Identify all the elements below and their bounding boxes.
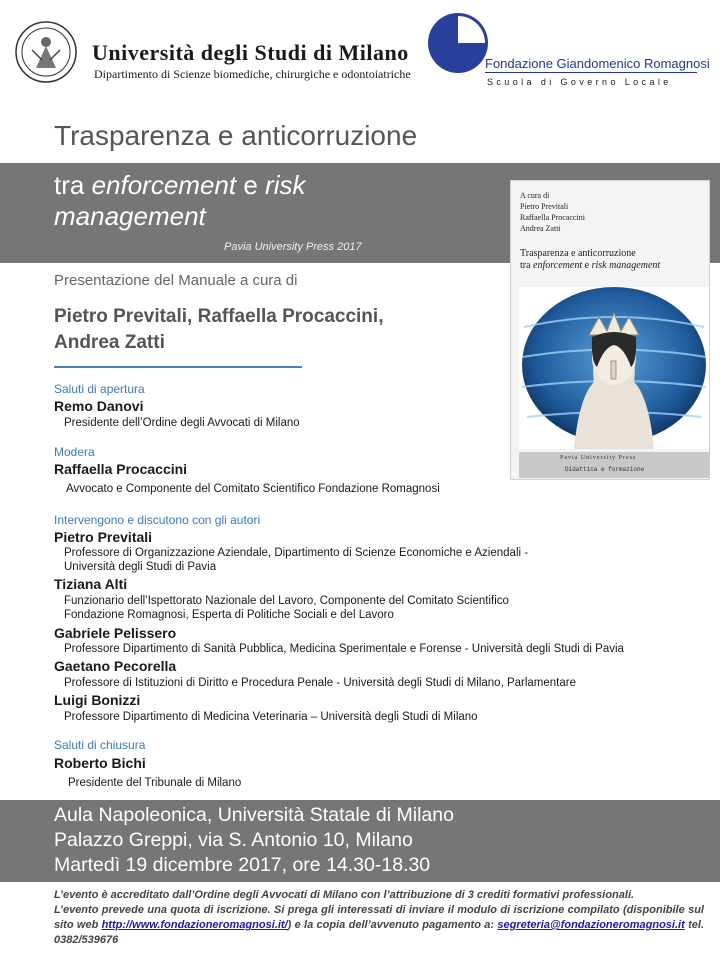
closing-role: Presidente del Tribunale di Milano (68, 777, 242, 789)
university-seal-icon (14, 20, 78, 84)
website-link[interactable]: http://www.fondazioneromagnosi.it/ (101, 919, 288, 931)
venue-info (54, 803, 454, 878)
footer-notes (54, 888, 704, 948)
event-date-time: Martedì 19 dicembre 2017, ore 14.30-18.30 (54, 854, 431, 876)
speaker-name: Luigi Bonizzi (54, 692, 141, 708)
phone-number: tel. 0382/539676 (54, 919, 704, 946)
foundation-divider (485, 72, 697, 73)
speaker-role: Professore Dipartimento di Sanità Pubblica, Medicina Sperimentale e Forense - Università degli Studi di Pavia (64, 643, 624, 655)
closing-label: Saluti di chiusura (54, 738, 146, 752)
speaker-name: Tiziana Alti (54, 576, 128, 592)
speaker-role: Professore di Istituzioni di Diritto e Procedura Penale - Università degli Studi di Milano, Parlamentare (64, 677, 576, 689)
opening-label: Saluti di apertura (54, 382, 145, 396)
book-editors: A cura di Pietro Previtali Raffaella Procaccini Andrea Zatti (520, 191, 585, 233)
foundation-logo-icon (425, 10, 491, 76)
accreditation-note: L’evento è accreditato dall’Ordine degli Avvocati di Milano con l’attribuzione di 3 crediti formativi professionali. (54, 889, 635, 901)
moderator-role: Avvocato e Componente del Comitato Scientifico Fondazione Romagnosi (66, 483, 440, 495)
foundation-name: Fondazione Giandomenico Romagnosi (485, 56, 710, 71)
speakers-label: Intervengono e discutono con gli autori (54, 513, 261, 527)
book-series: Didattica e formazione (565, 466, 645, 473)
speaker-role: Funzionario dell’Ispettorato Nazionale del Lavoro, Componente del Comitato Scientifico (64, 595, 509, 607)
venue-address: Palazzo Greppi, via S. Antonio 10, Milano (54, 829, 413, 851)
moderator-name: Raffaella Procaccini (54, 461, 188, 477)
speaker-role: Università degli Studi di Pavia (64, 561, 217, 573)
event-subtitle: tra enforcement e risk management (54, 170, 306, 231)
moderator-label: Modera (54, 445, 95, 459)
department-name: Dipartimento di Scienze biomediche, chirurgiche e odontoiatriche (94, 67, 411, 81)
registration-note: L’evento prevede una quota di iscrizione. Si prega gli interessati di inviare il modulo di iscrizione compilato (disponibile sul sito web http://www.fondazioneromagnosi.it/) e la copia dell’avvenuto pagamento a: segreteria@fondazioneromagnosi.it tel. 0382/539676 (54, 904, 704, 946)
speaker-name: Gabriele Pelissero (54, 625, 177, 641)
book-title: Trasparenza e anticorruzione tra enforcement e risk management (520, 248, 661, 271)
email-link[interactable]: segreteria@fondazioneromagnosi.it (497, 919, 685, 931)
closing-speaker: Roberto Bichi (54, 755, 146, 771)
speaker-role: Professore Dipartimento di Medicina Veterinaria – Università degli Studi di Milano (64, 711, 478, 723)
event-title: Trasparenza e anticorruzione (54, 120, 418, 151)
book-cover-illustration (519, 287, 709, 449)
opening-speaker: Remo Danovi (54, 398, 144, 414)
university-name: Università degli Studi di Milano (92, 40, 409, 65)
publisher-label: Pavia University Press 2017 (224, 241, 362, 253)
speaker-name: Gaetano Pecorella (54, 658, 177, 674)
speaker-role: Professore di Organizzazione Aziendale, Dipartimento di Scienze Economiche e Aziendali - (64, 547, 529, 559)
section-divider (54, 366, 302, 368)
speaker-name: Pietro Previtali (54, 529, 153, 545)
venue-hall: Aula Napoleonica, Università Statale di Milano (54, 804, 454, 826)
book-press: Pavia University Press (560, 455, 637, 461)
opening-role: Presidente dell’Ordine degli Avvocati di Milano (64, 417, 300, 429)
presentation-label: Presentazione del Manuale a cura di (54, 272, 298, 289)
speaker-role: Fondazione Romagnosi, Esperta di Politiche Sociali e del Lavoro (64, 609, 394, 621)
foundation-subtitle: Scuola di Governo Locale (487, 77, 672, 87)
authors: Pietro Previtali, Raffaella Procaccini, Andrea Zatti (54, 306, 384, 353)
